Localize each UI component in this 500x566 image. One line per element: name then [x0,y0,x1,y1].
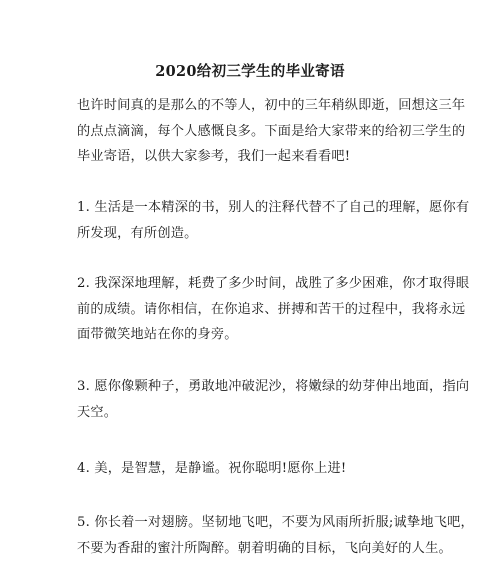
intro-paragraph [77,93,466,170]
list-item [77,374,470,425]
item-line: 所发现，有所创造。 [77,225,198,241]
item-line: 4. 美，是智慧，是静谧。祝你聪明!愿你上进! [77,461,347,476]
intro-line: 毕业寄语，以供大家参考，我们一起来看看吧! [77,149,351,164]
intro-line: 也许时间真的是那么的不等人，初中的三年稍纵即逝，回想这三年 [77,98,466,113]
item-line: 不要为香甜的蜜汁所陶醉。朝着明确的目标，飞向美好的人生。 [77,540,452,556]
item-line: 天空。 [77,404,118,420]
item-line: 前的成绩。请你相信，在你追求、拼搏和苦干的过程中，我将永远 [77,301,466,317]
item-line: 1. 生活是一本精深的书，别人的注释代替不了自己的理解，愿你有 [77,200,470,215]
intro-line: 的点点滴滴，每个人感慨良多。下面是给大家带来的给初三学生的 [77,123,466,139]
list-item [77,456,427,482]
item-line: 2. 我深深地理解，耗费了多少时间，战胜了多少困难，你才取得眼 [77,276,470,291]
list-item [77,195,470,246]
list-item [77,510,474,561]
item-line: 面带微笑地站在你的身旁。 [77,327,238,342]
item-line: 5. 你长着一对翅膀。坚韧地飞吧，不要为风雨所折服;诚挚地飞吧， [77,515,474,530]
item-line: 3. 愿你像颗种子，勇敢地冲破泥沙，将嫩绿的幼芽伸出地面，指向 [77,379,470,394]
list-item [77,271,470,348]
document-title: 2020给初三学生的毕业寄语 [155,63,345,80]
